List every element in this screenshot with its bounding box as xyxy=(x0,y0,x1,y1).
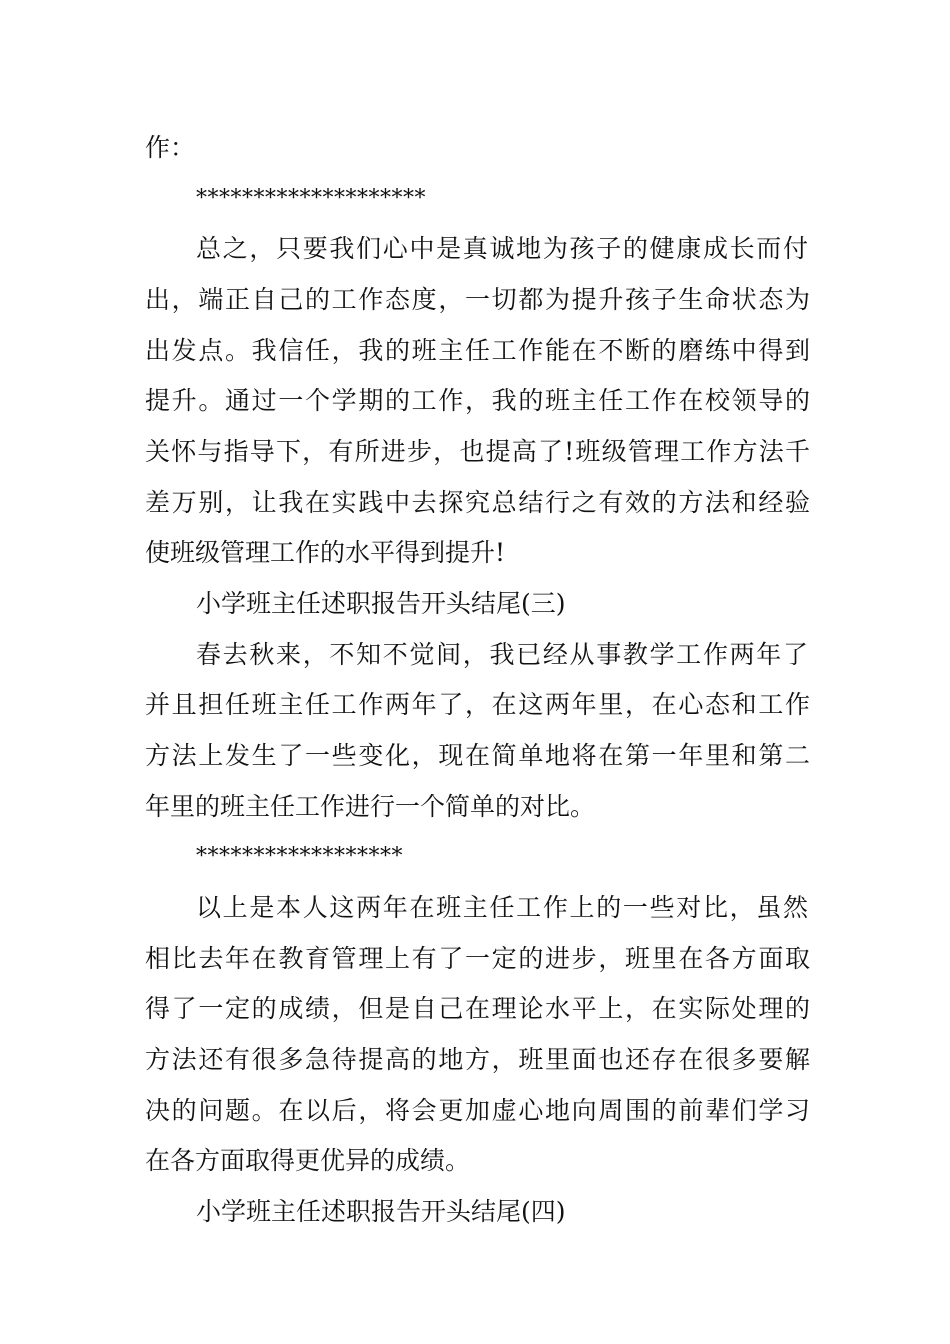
paragraph-line: 出发点。我信任，我的班主任工作能在不断的磨练中得到 xyxy=(145,336,810,365)
separator-stars: ****************** xyxy=(196,844,403,869)
paragraph-line: 得了一定的成绩，但是自己在理论水平上，在实际处理的 xyxy=(145,994,810,1023)
text-line: 作： xyxy=(145,133,196,162)
paragraph-line: 在各方面取得更优异的成绩。 xyxy=(145,1146,471,1175)
paragraph-line: 方法还有很多急待提高的地方，班里面也还存在很多要解 xyxy=(145,1045,810,1074)
paragraph-line: 关怀与指导下，有所进步，也提高了!班级管理工作方法千 xyxy=(145,437,810,466)
paragraph-line: 总之，只要我们心中是真诚地为孩子的健康成长而付 xyxy=(196,234,808,263)
paragraph-line: 出，端正自己的工作态度，一切都为提升孩子生命状态为 xyxy=(145,285,810,314)
paragraph-line: 差万别，让我在实践中去探究总结行之有效的方法和经验 xyxy=(145,488,810,517)
section-heading: 小学班主任述职报告开头结尾(三) xyxy=(196,589,566,618)
paragraph-line: 提升。通过一个学期的工作，我的班主任工作在校领导的 xyxy=(145,386,810,415)
paragraph-line: 年里的班主任工作进行一个简单的对比。 xyxy=(145,792,596,821)
paragraph-line: 决的问题。在以后，将会更加虚心地向周围的前辈们学习 xyxy=(145,1096,810,1125)
section-heading: 小学班主任述职报告开头结尾(四) xyxy=(196,1197,566,1226)
paragraph-line: 使班级管理工作的水平得到提升! xyxy=(145,538,506,567)
separator-stars: ******************** xyxy=(196,186,426,211)
paragraph-line: 相比去年在教育管理上有了一定的进步，班里在各方面取 xyxy=(145,944,810,973)
paragraph-line: 并且担任班主任工作两年了，在这两年里，在心态和工作 xyxy=(145,690,810,719)
paragraph-line: 春去秋来，不知不觉间，我已经从事教学工作两年了 xyxy=(196,640,808,669)
paragraph-line: 方法上发生了一些变化，现在简单地将在第一年里和第二 xyxy=(145,741,810,770)
paragraph-line: 以上是本人这两年在班主任工作上的一些对比，虽然 xyxy=(196,893,808,922)
